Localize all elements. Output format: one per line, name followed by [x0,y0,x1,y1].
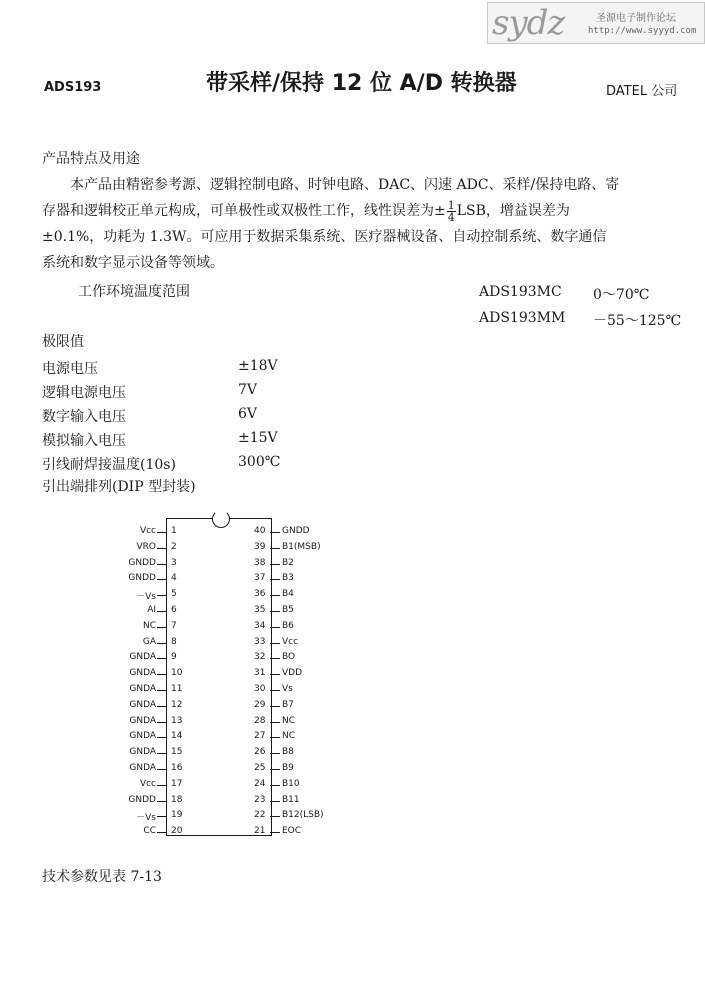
pin-left-number: 13 [171,715,183,726]
pin1-notch-icon [212,510,230,528]
pin-right-name: GNDD [282,526,310,536]
limit-value: ±18V [238,358,278,374]
pin-right-number: 28 [254,715,266,726]
pin-right-lead [270,737,280,738]
temp-model-2: ADS193MM [479,310,566,326]
pin-left-name: VRO [136,541,156,552]
features-line-1: 本产品由精密参考源、逻辑控制电路、时钟电路、DAC、闪速 ADC、采样/保持电路、寄 [70,177,620,193]
limit-value: 6V [238,406,258,422]
pin-left-number: 19 [171,810,183,821]
temp-range-label: 工作环境温度范围 [78,284,190,300]
pin-left-name: NC [142,620,156,631]
pin-right-name: B11 [282,794,300,805]
pin-left-name: GNDD [128,573,156,584]
pin-right-name: NC [282,731,296,742]
pin-left-number: 12 [171,699,183,710]
limit-label: 数字输入电压 [42,409,126,425]
watermark-logo: sydz [492,3,565,43]
watermark-box [487,2,705,44]
pin-left-name: GNDA [129,652,156,663]
pin-right-lead [270,658,280,659]
pin-left-lead [157,658,167,659]
pin-right-name: B12(LSB) [282,810,324,821]
pin-left-number: 5 [171,589,177,600]
pin-right-lead [270,564,280,565]
pin-right-number: 39 [254,541,266,552]
limit-value: 7V [238,382,258,398]
pin-left-lead [157,690,167,691]
pin-right-name: NC [282,715,296,726]
pin-right-name: BO [282,652,296,663]
pin-left-number: 2 [171,541,177,552]
pin-right-number: 25 [254,763,266,773]
pin-right-lead [270,627,280,628]
features-line-3: ±0.1%，功耗为 1.3W。可应用于数据采集系统、医疗器械设备、自动控制系统、数字通信 [42,229,607,245]
pin-right-name: VDD [282,668,303,679]
pin-left-name: －Vs [136,592,156,603]
fraction [447,200,456,223]
pin-left-number: 1 [171,526,177,536]
pin-right-name: Vs [282,684,293,694]
watermark-url: http://www.syyyd.com [588,26,697,36]
pin-left-lead [157,611,167,612]
pin-left-name: GNDA [129,747,156,758]
pin-right-name: EOC [282,826,302,837]
pin-right-name: B5 [282,605,294,615]
pin-left-lead [157,769,167,770]
limit-value: ±15V [238,430,278,446]
fraction-numerator: 1 [447,198,455,212]
temp-range-2: －55～125℃ [593,313,682,329]
pin-left-name: GNDA [129,699,156,710]
pin-left-lead [157,627,167,628]
pin-left-name: Vcc [139,778,156,789]
pin-right-number: 26 [254,747,266,758]
features-line-2 [42,198,692,224]
pin-right-lead [270,722,280,723]
pin-right-lead [270,706,280,707]
features-line-2-b: LSB，增益误差为 [456,203,570,219]
pin-left-name: GA [142,636,156,647]
pin-left-number: 6 [171,605,177,615]
pin-left-lead [157,801,167,802]
features-line-2-a: 存器和逻辑校正单元构成，可单极性或双极性工作，线性误差为± [42,203,446,219]
manufacturer: DATEL 公司 [606,84,678,99]
pin-right-lead [270,579,280,580]
pin-right-lead [270,816,280,817]
pin-left-number: 4 [171,573,177,584]
pin-right-name: B1(MSB) [282,541,321,552]
limit-label: 模拟输入电压 [42,433,126,449]
pin-right-lead [270,595,280,596]
temp-range-1: 0～70℃ [593,287,650,303]
pin-left-name: GNDD [128,557,156,568]
pin-right-name: B7 [282,699,294,710]
pin-left-name: AI [147,605,156,615]
pin-right-number: 33 [254,636,266,647]
pin-left-number: 7 [171,620,177,631]
pin-left-name: GNDD [128,794,156,805]
features-line-4: 系统和数字显示设备等领域。 [42,255,224,271]
pin-right-name: B4 [282,589,294,600]
pin-right-number: 40 [254,526,266,536]
pinout-heading: 引出端排列(DIP 型封装) [42,479,196,495]
pin-left-lead [157,753,167,754]
pin-left-number: 3 [171,557,177,568]
pin-right-name: B8 [282,747,294,758]
pin-right-name: Vcc [282,636,299,647]
pin-left-number: 10 [171,668,183,679]
pin-right-lead [270,643,280,644]
pin-right-name: B3 [282,573,294,584]
pin-right-lead [270,753,280,754]
pin-right-name: B10 [282,778,300,789]
pin-left-lead [157,579,167,580]
pin-right-number: 30 [254,684,266,694]
limit-row [42,430,342,452]
pin-left-number: 15 [171,747,183,758]
pin-left-number: 16 [171,763,183,773]
pin-right-lead [270,548,280,549]
pin-left-name: GNDA [129,668,156,679]
pin-right-lead [270,611,280,612]
pin-right-number: 24 [254,778,266,789]
pin-right-number: 36 [254,589,266,600]
pin-right-number: 27 [254,731,266,742]
limit-row [42,382,342,404]
pin-left-lead [157,832,167,833]
pin-left-name: CC [143,826,156,837]
pin-right-number: 38 [254,557,266,568]
pin-left-lead [157,564,167,565]
pin-right-lead [270,674,280,675]
pin-right-number: 22 [254,810,266,821]
pin-left-number: 11 [171,684,183,694]
pin-left-name: GNDA [129,763,156,773]
pin-left-lead [157,816,167,817]
pin-left-lead [157,532,167,533]
pin-right-name: B9 [282,763,294,773]
pin-left-number: 17 [171,778,183,789]
pin-left-lead [157,595,167,596]
page-title: 带采样/保持 12 位 A/D 转换器 [206,71,517,96]
limits-heading: 极限值 [42,334,84,350]
pin-left-lead [157,785,167,786]
pin-right-lead [270,785,280,786]
pin-right-number: 29 [254,699,266,710]
pin-right-lead [270,801,280,802]
pin-left-lead [157,548,167,549]
pin-left-lead [157,706,167,707]
pin-left-name: Vcc [139,526,156,536]
pin-left-number: 14 [171,731,183,742]
pin-left-name: GNDA [129,731,156,742]
pin-right-name: B2 [282,557,294,568]
pin-left-lead [157,674,167,675]
footer-note: 技术参数见表 7-13 [42,869,162,885]
pin-right-number: 21 [254,826,266,837]
features-paragraph [42,172,692,276]
limit-label: 逻辑电源电压 [42,385,126,401]
temp-model-1: ADS193MC [479,284,562,300]
pin-left-name: －Vs [136,813,156,824]
pin-left-lead [157,643,167,644]
pin-right-number: 37 [254,573,266,584]
pin-right-number: 32 [254,652,266,663]
pin-right-lead [270,832,280,833]
pin-right-number: 35 [254,605,266,615]
pin-left-lead [157,737,167,738]
pin-left-number: 20 [171,826,183,837]
fraction-denominator: 4 [447,210,455,224]
limit-label: 电源电压 [42,361,98,377]
features-heading: 产品特点及用途 [42,151,140,167]
watermark-site-name: 圣源电子制作论坛 [596,13,676,24]
pin-left-lead [157,722,167,723]
limit-label: 引线耐焊接温度(10s) [42,457,176,473]
pin-right-number: 34 [254,620,266,631]
pin-right-lead [270,690,280,691]
pin-left-number: 9 [171,652,177,663]
pin-left-number: 18 [171,794,183,805]
pin-left-name: GNDA [129,684,156,694]
pin-right-name: B6 [282,620,294,631]
limit-row [42,358,342,380]
limit-row [42,406,342,428]
pin-right-lead [270,769,280,770]
limit-row [42,454,342,476]
pin-left-name: GNDA [129,715,156,726]
part-code: ADS193 [44,80,102,95]
pin-right-lead [270,532,280,533]
pin-left-number: 8 [171,636,177,647]
limit-value: 300℃ [238,454,281,470]
pin-right-number: 23 [254,794,266,805]
pin-right-number: 31 [254,668,266,679]
